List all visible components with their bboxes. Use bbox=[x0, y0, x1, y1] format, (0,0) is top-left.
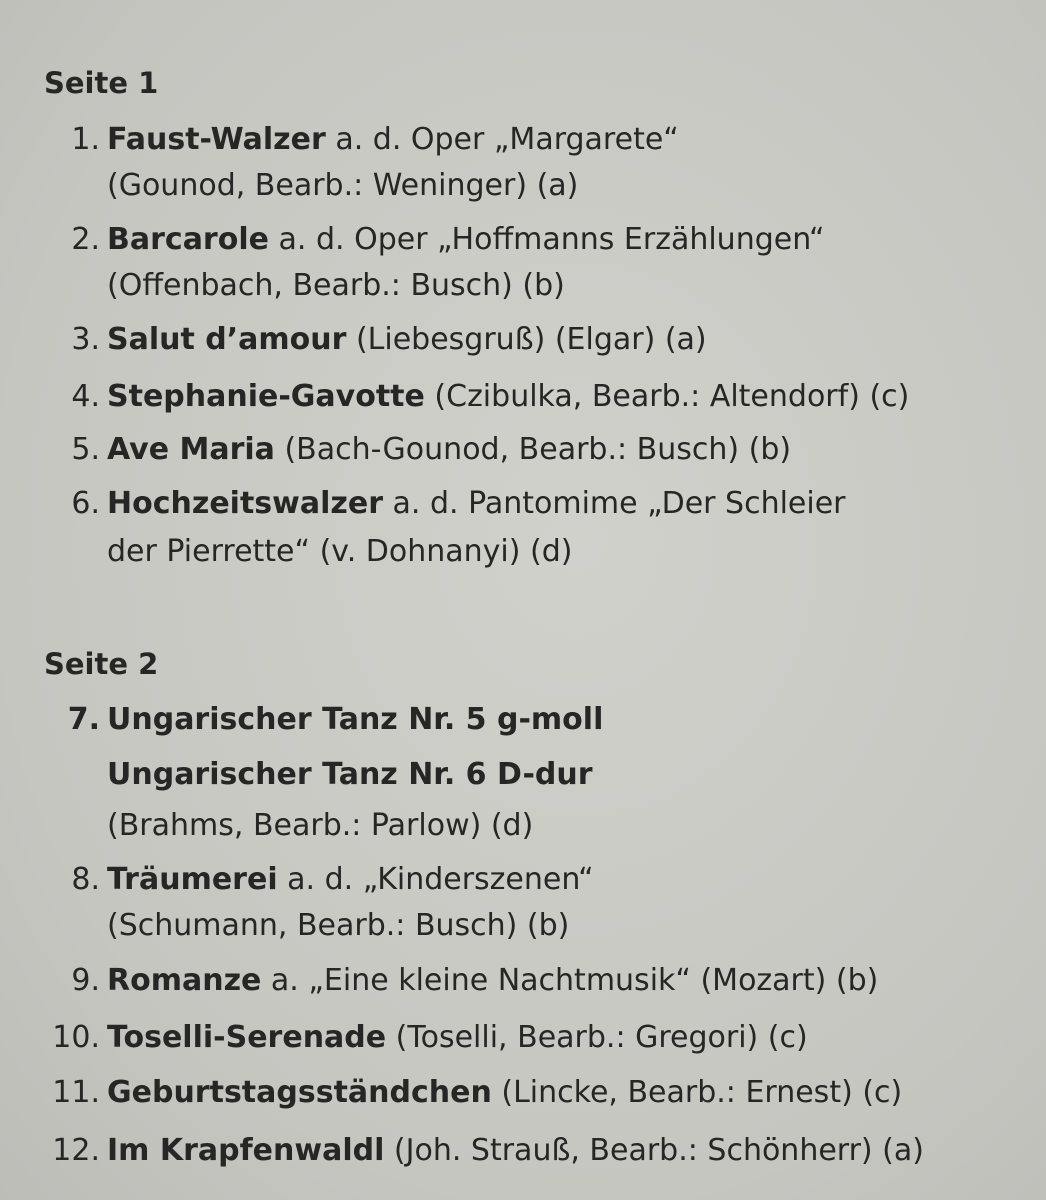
track-title: Geburtstagsständchen bbox=[107, 1075, 492, 1110]
track-number: 3. bbox=[71, 322, 100, 357]
track-line-1 bbox=[107, 222, 825, 257]
track-number: 11. bbox=[52, 1075, 100, 1110]
track-number: 6. bbox=[71, 486, 100, 521]
track-title: Ave Maria bbox=[107, 432, 275, 467]
track-line-1 bbox=[107, 1133, 924, 1168]
track-detail: (Liebesgruß) (Elgar) (a) bbox=[346, 322, 707, 357]
track-line-1 bbox=[107, 862, 594, 897]
track-title: Hochzeitswalzer bbox=[107, 486, 383, 521]
track-number: 5. bbox=[71, 432, 100, 467]
track-title: Im Krapfenwaldl bbox=[107, 1133, 385, 1168]
track-detail: a. d. Oper „Margarete“ bbox=[325, 122, 679, 157]
track-number: 4. bbox=[71, 379, 100, 414]
track-line-2: der Pierrette“ (v. Dohnanyi) (d) bbox=[107, 534, 573, 569]
track-number: 7. bbox=[67, 702, 100, 737]
track-detail: (Czibulka, Bearb.: Altendorf) (c) bbox=[424, 379, 910, 414]
track-line-3: (Brahms, Bearb.: Parlow) (d) bbox=[107, 808, 534, 843]
track-number: 9. bbox=[71, 963, 100, 998]
side-1-heading: Seite 1 bbox=[44, 66, 159, 100]
track-line-1 bbox=[107, 432, 791, 467]
track-line-1 bbox=[107, 486, 846, 521]
track-title: Stephanie-Gavotte bbox=[107, 379, 425, 414]
side-2-heading: Seite 2 bbox=[44, 647, 159, 681]
track-title: Barcarole bbox=[107, 222, 269, 257]
track-line-2 bbox=[107, 757, 593, 792]
track-title: Träumerei bbox=[107, 862, 278, 897]
track-line-2: (Offenbach, Bearb.: Busch) (b) bbox=[107, 268, 565, 303]
track-title: Faust-Walzer bbox=[107, 122, 326, 157]
track-title: Ungarischer Tanz Nr. 5 g-moll bbox=[107, 702, 604, 737]
track-line-1 bbox=[107, 322, 707, 357]
track-detail: a. „Eine kleine Nachtmusik“ (Mozart) (b) bbox=[261, 963, 879, 998]
track-line-2: (Gounod, Bearb.: Weninger) (a) bbox=[107, 168, 579, 203]
track-number: 8. bbox=[71, 862, 100, 897]
track-detail: a. d. „Kinderszenen“ bbox=[277, 862, 594, 897]
track-title: Romanze bbox=[107, 963, 262, 998]
track-line-1 bbox=[107, 1020, 808, 1055]
track-title: Toselli-Serenade bbox=[107, 1020, 387, 1055]
track-line-1 bbox=[107, 122, 679, 157]
track-detail: a. d. Oper „Hoffmanns Erzählungen“ bbox=[268, 222, 825, 257]
track-number: 2. bbox=[71, 222, 100, 257]
track-line-2: (Schumann, Bearb.: Busch) (b) bbox=[107, 908, 570, 943]
track-number: 1. bbox=[71, 122, 100, 157]
track-line-1 bbox=[107, 702, 603, 737]
track-line-1 bbox=[107, 963, 878, 998]
track-detail: (Bach-Gounod, Bearb.: Busch) (b) bbox=[274, 432, 792, 467]
track-title: Salut d’amour bbox=[107, 322, 347, 357]
track-line-1 bbox=[107, 379, 909, 414]
track-number: 10. bbox=[52, 1020, 100, 1055]
track-number: 12. bbox=[52, 1133, 100, 1168]
track-detail: a. d. Pantomime „Der Schleier bbox=[383, 486, 846, 521]
track-detail: (Toselli, Bearb.: Gregori) (c) bbox=[386, 1020, 808, 1055]
track-detail: (Lincke, Bearb.: Ernest) (c) bbox=[491, 1075, 903, 1110]
track-detail: (Joh. Strauß, Bearb.: Schönherr) (a) bbox=[384, 1133, 924, 1168]
track-line-1 bbox=[107, 1075, 902, 1110]
track-title-2: Ungarischer Tanz Nr. 6 D-dur bbox=[107, 757, 593, 792]
